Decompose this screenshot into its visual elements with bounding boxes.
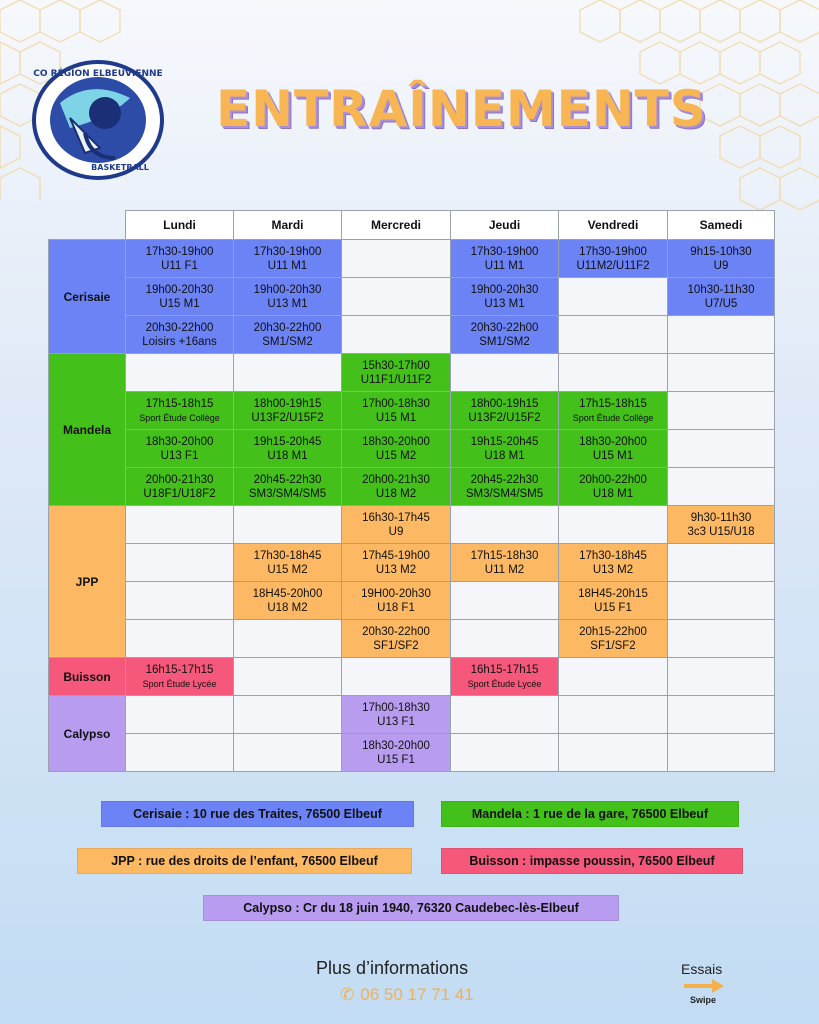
session-group: U18 F1 [377, 601, 415, 614]
session-time: 16h15-17h15 [145, 663, 214, 676]
empty-cell [451, 354, 559, 392]
session-time: 18h30-20h00 [362, 739, 430, 752]
session-time: 18h00-19h15 [470, 397, 539, 410]
session-group: Loisirs +16ans [142, 335, 217, 348]
session-cell [559, 582, 668, 620]
session-group: U7/U5 [704, 297, 738, 310]
session-group: U13 F1 [160, 449, 199, 462]
venue-label: Cerisaie [49, 240, 126, 354]
session-time: 17h00-18h30 [362, 701, 430, 714]
session-time: 17h30-19h00 [470, 245, 539, 258]
schedule-table [48, 210, 775, 772]
session-time: 18h30-20h00 [362, 435, 430, 448]
session-group: U15 M2 [267, 563, 308, 576]
session-group: U11 M1 [484, 259, 525, 272]
session-cell [668, 278, 775, 316]
empty-cell [126, 544, 234, 582]
session-group: U15 F1 [594, 601, 632, 614]
session-cell [126, 658, 234, 696]
schedule-row [49, 430, 775, 468]
session-group: Sport Étude Collège [572, 412, 654, 423]
empty-cell [234, 696, 342, 734]
session-group: SM1/SM2 [479, 335, 530, 348]
session-time: 17h15-18h30 [470, 549, 539, 562]
session-cell [126, 468, 234, 506]
session-time: 19h15-20h45 [253, 435, 322, 448]
session-cell [559, 544, 668, 582]
session-group: U9 [713, 259, 729, 272]
empty-cell [668, 468, 775, 506]
session-cell [234, 430, 342, 468]
empty-cell [668, 696, 775, 734]
schedule-row [49, 696, 775, 734]
session-time: 17h15-18h15 [579, 397, 647, 410]
day-header: Jeudi [451, 211, 559, 240]
session-group: U13 M2 [375, 563, 417, 576]
session-group: U13F2/U15F2 [251, 411, 324, 424]
phone-number[interactable] [340, 985, 474, 1005]
schedule-row [49, 544, 775, 582]
empty-cell [451, 506, 559, 544]
session-cell [342, 392, 451, 430]
empty-cell [126, 506, 234, 544]
session-time: 17h30-19h00 [253, 245, 322, 258]
schedule-row [49, 316, 775, 354]
empty-cell [234, 734, 342, 772]
session-cell [342, 430, 451, 468]
session-time: 18h00-19h15 [253, 397, 322, 410]
session-cell [234, 544, 342, 582]
address-calypso: Calypso : Cr du 18 juin 1940, 76320 Caudebec-lès-Elbeuf [203, 895, 619, 921]
session-cell [342, 354, 451, 392]
session-group: U18 M1 [267, 449, 308, 462]
phone-text: 06 50 17 71 41 [360, 985, 474, 1004]
day-header: Vendredi [559, 211, 668, 240]
session-cell [126, 316, 234, 354]
schedule-row [49, 392, 775, 430]
session-cell [342, 506, 451, 544]
session-time: 19h00-20h30 [145, 283, 214, 296]
schedule-row [49, 582, 775, 620]
session-group: U13 M2 [592, 563, 634, 576]
session-cell [451, 430, 559, 468]
empty-cell [126, 582, 234, 620]
phone-icon: ✆ [340, 985, 355, 1004]
session-cell [234, 392, 342, 430]
session-cell [234, 278, 342, 316]
session-group: SM1/SM2 [262, 335, 313, 348]
session-time: 20h30-22h00 [362, 625, 430, 638]
empty-cell [451, 620, 559, 658]
session-time: 20h45-22h30 [253, 473, 322, 486]
session-cell [451, 240, 559, 278]
session-time: 18H45-20h15 [578, 587, 648, 600]
session-group: U15 F1 [377, 753, 415, 766]
session-time: 17h30-19h00 [145, 245, 214, 258]
session-cell [342, 582, 451, 620]
empty-cell [559, 278, 668, 316]
session-group: U11 F1 [161, 259, 198, 272]
empty-cell [234, 620, 342, 658]
empty-cell [126, 734, 234, 772]
session-cell [234, 468, 342, 506]
empty-cell [559, 734, 668, 772]
empty-cell [342, 240, 451, 278]
session-cell [668, 506, 775, 544]
session-cell [342, 696, 451, 734]
address-jpp: JPP : rue des droits de l’enfant, 76500 Elbeuf [77, 848, 412, 874]
empty-cell [668, 316, 775, 354]
day-header: Samedi [668, 211, 775, 240]
day-header-row [49, 211, 775, 240]
session-group: SF1/SF2 [373, 639, 419, 652]
empty-cell [234, 354, 342, 392]
session-cell [559, 468, 668, 506]
session-time: 15h30-17h00 [362, 359, 430, 372]
session-time: 9h30-11h30 [690, 511, 752, 524]
venue-label: Mandela [49, 354, 126, 506]
session-time: 17h45-19h00 [362, 549, 430, 562]
empty-cell [559, 354, 668, 392]
empty-cell [126, 620, 234, 658]
session-time: 16h30-17h45 [362, 511, 430, 524]
address-mandela: Mandela : 1 rue de la gare, 76500 Elbeuf [441, 801, 739, 827]
empty-cell [342, 278, 451, 316]
address-cerisaie: Cerisaie : 10 rue des Traites, 76500 Elbeuf [101, 801, 414, 827]
session-group: U18 M2 [375, 487, 417, 500]
session-time: 20h45-22h30 [470, 473, 539, 486]
session-cell [234, 240, 342, 278]
session-cell [234, 316, 342, 354]
session-time: 20h30-22h00 [145, 321, 214, 334]
empty-cell [559, 316, 668, 354]
session-cell [342, 468, 451, 506]
session-group: SM3/SM4/SM5 [248, 487, 327, 500]
session-cell [668, 240, 775, 278]
session-cell [451, 544, 559, 582]
corner-cell [49, 211, 126, 240]
club-logo [30, 58, 165, 183]
session-cell [126, 278, 234, 316]
session-group: U13 F1 [377, 715, 415, 728]
arrow-right-icon[interactable] [684, 979, 724, 993]
session-time: 17h30-18h45 [253, 549, 322, 562]
day-header: Mercredi [342, 211, 451, 240]
schedule-row [49, 354, 775, 392]
empty-cell [342, 316, 451, 354]
empty-cell [342, 658, 451, 696]
session-cell [451, 468, 559, 506]
session-group: Sport Étude Lycée [467, 678, 542, 689]
session-group: SF1/SF2 [590, 639, 636, 652]
empty-cell [126, 354, 234, 392]
empty-cell [668, 658, 775, 696]
svg-text:CO RÉGION ELBEUVIENNE: CO RÉGION ELBEUVIENNE [33, 69, 163, 79]
session-time: 10h30-11h30 [687, 283, 755, 296]
session-group: U11 M1 [267, 259, 308, 272]
session-time: 17h30-18h45 [579, 549, 647, 562]
session-time: 18h30-20h00 [579, 435, 647, 448]
empty-cell [668, 734, 775, 772]
session-cell [234, 582, 342, 620]
session-group: U11F1/U11F2 [360, 373, 432, 386]
next-page-label[interactable]: Essais [681, 961, 723, 977]
empty-cell [668, 392, 775, 430]
empty-cell [668, 544, 775, 582]
empty-cell [451, 696, 559, 734]
session-cell [451, 658, 559, 696]
session-cell [342, 734, 451, 772]
swipe-label: Swipe [690, 995, 717, 1005]
empty-cell [559, 696, 668, 734]
session-cell [342, 544, 451, 582]
session-time: 19h00-20h30 [253, 283, 322, 296]
session-cell [126, 430, 234, 468]
session-time: 20h00-21h30 [145, 473, 214, 486]
session-time: 20h00-22h00 [579, 473, 647, 486]
session-time: 9h15-10h30 [690, 245, 752, 258]
session-cell [126, 392, 234, 430]
empty-cell [668, 582, 775, 620]
session-time: 19H00-20h30 [361, 587, 431, 600]
schedule-row [49, 468, 775, 506]
venue-label: Buisson [49, 658, 126, 696]
empty-cell [668, 354, 775, 392]
session-cell [559, 620, 668, 658]
empty-cell [451, 582, 559, 620]
schedule-row [49, 240, 775, 278]
session-group: U18F1/U18F2 [143, 487, 216, 500]
session-group: U13F2/U15F2 [468, 411, 541, 424]
session-group: U18 M2 [267, 601, 308, 614]
session-time: 20h30-22h00 [470, 321, 539, 334]
session-group: U15 M1 [592, 449, 634, 462]
session-group: U15 M2 [375, 449, 417, 462]
session-group: 3c3 U15/U18 [687, 525, 755, 538]
session-time: 17h30-19h00 [579, 245, 647, 258]
session-time: 18H45-20h00 [252, 587, 323, 600]
page-title: ENTRAÎNEMENTS [216, 80, 707, 138]
day-header: Mardi [234, 211, 342, 240]
session-group: U9 [388, 525, 404, 538]
session-group: Sport Étude Lycée [142, 678, 217, 689]
session-group: SM3/SM4/SM5 [465, 487, 544, 500]
day-header: Lundi [126, 211, 234, 240]
session-group: U13 M1 [484, 297, 525, 310]
session-group: U18 M1 [484, 449, 525, 462]
session-group: U15 M1 [375, 411, 417, 424]
empty-cell [559, 658, 668, 696]
session-time: 20h30-22h00 [253, 321, 322, 334]
session-time: 20h00-21h30 [362, 473, 430, 486]
venue-label: Calypso [49, 696, 126, 772]
session-cell [559, 392, 668, 430]
schedule-row [49, 278, 775, 316]
session-time: 19h15-20h45 [470, 435, 539, 448]
schedule-row [49, 734, 775, 772]
schedule-row [49, 506, 775, 544]
empty-cell [234, 506, 342, 544]
schedule-row [49, 620, 775, 658]
session-cell [451, 316, 559, 354]
more-info-title: Plus d’informations [316, 958, 469, 978]
session-time: 19h00-20h30 [470, 283, 539, 296]
session-cell [342, 620, 451, 658]
session-time: 17h00-18h30 [362, 397, 430, 410]
session-cell [559, 240, 668, 278]
empty-cell [668, 620, 775, 658]
session-time: 16h15-17h15 [470, 663, 539, 676]
schedule-row [49, 658, 775, 696]
empty-cell [668, 430, 775, 468]
session-group: U11 M2 [484, 563, 525, 576]
session-group: U11M2/U11F2 [576, 259, 650, 272]
svg-text:BASKETBALL: BASKETBALL [91, 163, 149, 172]
empty-cell [234, 658, 342, 696]
empty-cell [126, 696, 234, 734]
session-cell [451, 278, 559, 316]
session-cell [451, 392, 559, 430]
empty-cell [559, 506, 668, 544]
session-group: U15 M1 [159, 297, 200, 310]
venue-label: JPP [49, 506, 126, 658]
session-time: 18h30-20h00 [145, 435, 214, 448]
session-time: 17h15-18h15 [145, 397, 214, 410]
session-time: 20h15-22h00 [579, 625, 647, 638]
address-buisson: Buisson : impasse poussin, 76500 Elbeuf [441, 848, 743, 874]
session-cell [126, 240, 234, 278]
session-group: U18 M1 [592, 487, 634, 500]
session-group: Sport Étude Collège [139, 412, 220, 423]
empty-cell [451, 734, 559, 772]
session-group: U13 M1 [267, 297, 308, 310]
session-cell [559, 430, 668, 468]
